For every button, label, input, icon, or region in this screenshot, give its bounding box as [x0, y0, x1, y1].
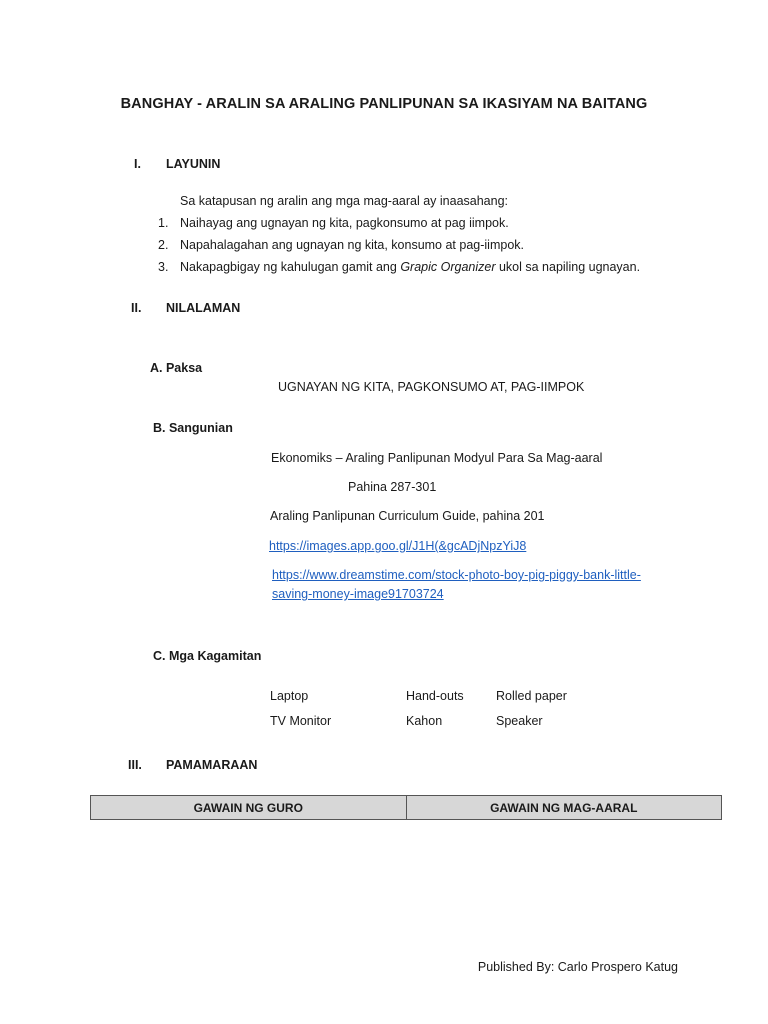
section-2-heading: NILALAMAN: [166, 301, 241, 315]
section-2-numeral: II.: [131, 301, 142, 315]
objective-3-text-before: Nakapagbigay ng kahulugan gamit ang: [180, 260, 401, 274]
objective-3-number: 3.: [158, 260, 169, 274]
material-item: TV Monitor: [270, 713, 332, 728]
paksa-value: UGNAYAN NG KITA, PAGKONSUMO AT, PAG-IIMPOK: [278, 380, 585, 394]
material-item: Speaker: [496, 713, 543, 728]
objective-2-number: 2.: [158, 238, 169, 252]
material-item: Kahon: [406, 713, 443, 728]
kagamitan-label: C. Mga Kagamitan: [153, 649, 262, 663]
objectives-intro: Sa katapusan ng aralin ang mga mag-aaral ay inaasahang:: [180, 194, 508, 208]
materials-row: [270, 708, 567, 733]
objective-3-text-italic: Grapic Organizer: [400, 260, 496, 274]
reference-1-pages: Pahina 287-301: [348, 480, 437, 494]
objective-1-number: 1.: [158, 216, 169, 230]
objective-2-text: Napahalagahan ang ugnayan ng kita, konsumo at pag-iimpok.: [180, 238, 524, 252]
materials-row: [270, 683, 567, 708]
reference-1: Ekonomiks – Araling Panlipunan Modyul Para Sa Mag-aaral: [271, 451, 603, 465]
section-3-heading: PAMAMARAAN: [166, 758, 258, 772]
objective-3-text-after: ukol sa napiling ugnayan.: [495, 260, 641, 274]
objective-3-text: [180, 260, 640, 274]
sangunian-label: B. Sangunian: [153, 421, 233, 435]
reference-link-2-line-1[interactable]: https://www.dreamstime.com/stock-photo-boy-pig-piggy-bank-little-: [272, 568, 641, 582]
material-item: Laptop: [270, 688, 309, 703]
procedure-table-header: [90, 795, 722, 820]
document-title: BANGHAY - ARALIN SA ARALING PANLIPUNAN SA IKASIYAM NA BAITANG: [120, 96, 648, 112]
material-item: Rolled paper: [496, 688, 567, 703]
section-1-heading: LAYUNIN: [166, 157, 221, 171]
section-1-numeral: I.: [134, 157, 141, 171]
reference-link-2-line-2[interactable]: saving-money-image91703724: [272, 587, 444, 601]
section-3-numeral: III.: [128, 758, 142, 772]
reference-2: Araling Panlipunan Curriculum Guide, pahina 201: [270, 509, 545, 523]
reference-link-1[interactable]: https://images.app.goo.gl/J1H(&gcADjNpzYiJ8: [269, 539, 527, 553]
material-item: Hand-outs: [406, 688, 464, 703]
footer-publisher: Published By: Carlo Prospero Katug: [477, 960, 678, 974]
objective-1-text: Naihayag ang ugnayan ng kita, pagkonsumo at pag iimpok.: [180, 216, 509, 230]
paksa-label: A. Paksa: [150, 361, 203, 375]
table-header-mag-aaral: GAWAIN NG MAG-AARAL: [406, 796, 722, 819]
table-header-guro: GAWAIN NG GURO: [193, 800, 303, 815]
materials-list: [270, 683, 567, 733]
